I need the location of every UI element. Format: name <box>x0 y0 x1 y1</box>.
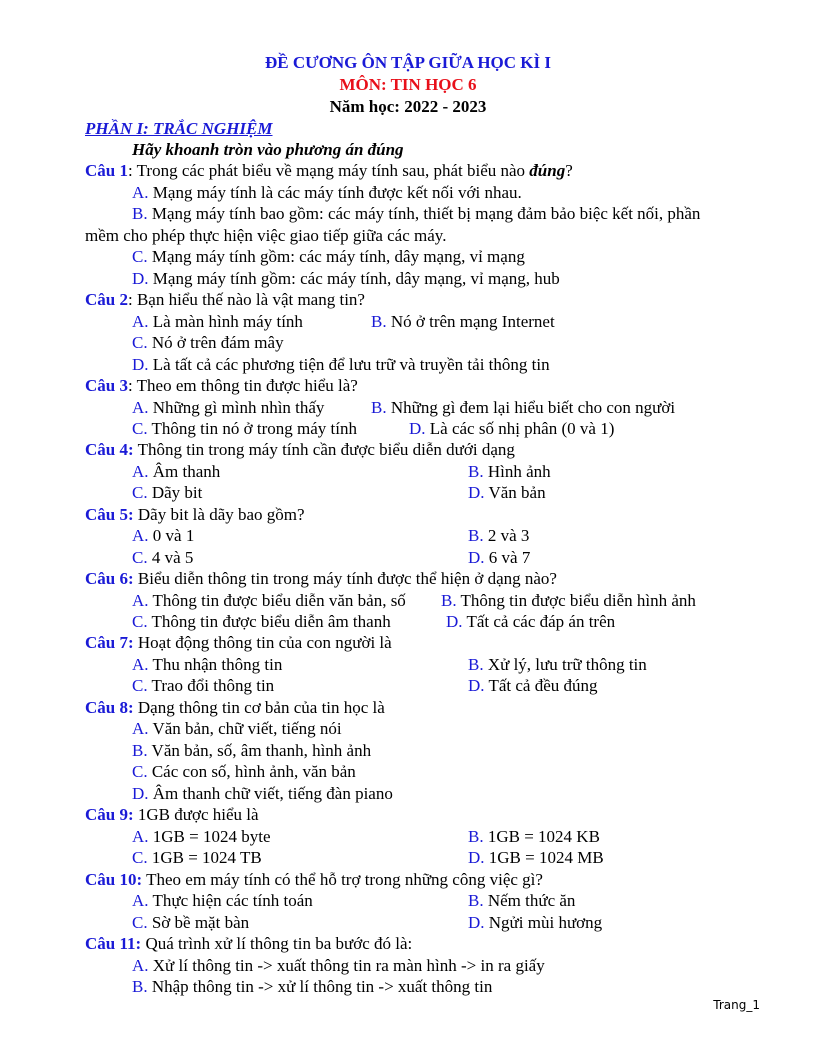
q6-option-d <box>446 611 615 632</box>
q9-option-a <box>132 826 271 847</box>
question-text: Thông tin trong máy tính cần được biểu diễn dưới dạng <box>133 440 515 459</box>
q7-option-b <box>468 654 647 675</box>
question-2 <box>85 289 365 310</box>
option-letter: A. <box>132 956 149 975</box>
q8-option-d <box>132 783 393 804</box>
option-letter: D. <box>132 784 149 803</box>
q4-option-d <box>468 482 546 503</box>
q10-option-b <box>468 890 575 911</box>
option-letter: C. <box>132 676 148 695</box>
option-text: 6 và 7 <box>488 548 531 567</box>
option-letter: C. <box>132 247 148 266</box>
option-letter: B. <box>132 741 148 760</box>
option-text: 1GB = 1024 MB <box>488 848 604 867</box>
option-text: Là tất cả các phương tiện để lưu trữ và truyền tải thông tin <box>152 355 550 374</box>
option-text: Thực hiện các tính toán <box>152 891 313 910</box>
option-text: Văn bản, số, âm thanh, hình ảnh <box>151 741 372 760</box>
option-letter: A. <box>132 891 149 910</box>
option-letter: D. <box>132 355 149 374</box>
option-text: Thông tin được biểu diễn âm thanh <box>151 612 391 631</box>
q2-option-a <box>132 311 303 332</box>
question-text: 1GB được hiểu là <box>133 805 259 824</box>
q10-option-c <box>132 912 249 933</box>
option-letter: B. <box>132 204 148 223</box>
q5-option-a <box>132 525 194 546</box>
question-5 <box>85 504 305 525</box>
option-letter: D. <box>409 419 426 438</box>
option-letter: C. <box>132 612 148 631</box>
q11-option-a <box>132 955 545 976</box>
q8-option-b <box>132 740 371 761</box>
q7-option-c <box>132 675 274 696</box>
option-letter: A. <box>132 398 149 417</box>
option-letter: A. <box>132 183 149 202</box>
question-text: Dạng thông tin cơ bản của tin học là <box>133 698 385 717</box>
q10-option-a <box>132 890 313 911</box>
option-letter: A. <box>132 591 149 610</box>
q4-option-a <box>132 461 220 482</box>
option-text: 0 và 1 <box>152 526 195 545</box>
question-label: Câu 2 <box>85 290 128 309</box>
q3-option-d <box>409 418 614 439</box>
option-text: Xử lí thông tin -> xuất thông tin ra màn hình -> in ra giấy <box>152 956 545 975</box>
option-text: Thông tin nó ở trong máy tính <box>151 419 357 438</box>
question-label: Câu 5: <box>85 505 134 524</box>
question-label: Câu 8: <box>85 698 134 717</box>
option-text: Âm thanh chữ viết, tiếng đàn piano <box>152 784 393 803</box>
option-text: Thu nhận thông tin <box>152 655 283 674</box>
question-label: Câu 4: <box>85 440 134 459</box>
q1-option-c <box>132 246 525 267</box>
option-text: Các con số, hình ảnh, văn bản <box>151 762 356 781</box>
q9-option-b <box>468 826 600 847</box>
option-letter: A. <box>132 462 149 481</box>
option-text: Nhập thông tin -> xử lí thông tin -> xuất thông tin <box>151 977 493 996</box>
option-letter: B. <box>371 398 387 417</box>
option-letter: B. <box>468 655 484 674</box>
option-letter: D. <box>468 676 485 695</box>
question-text: Theo em máy tính có thể hỗ trợ trong những công việc gì? <box>142 870 543 889</box>
option-text: 1GB = 1024 TB <box>151 848 262 867</box>
option-text: Tất cả đều đúng <box>488 676 598 695</box>
question-text: : Theo em thông tin được hiểu là? <box>127 376 358 395</box>
option-text: Những gì mình nhìn thấy <box>152 398 325 417</box>
question-9 <box>85 804 259 825</box>
question-text: Biểu diễn thông tin trong máy tính được thể hiện ở dạng nào? <box>133 569 557 588</box>
option-letter: C. <box>132 762 148 781</box>
option-letter: B. <box>468 891 484 910</box>
option-text: Âm thanh <box>152 462 221 481</box>
option-text: Dãy bit <box>151 483 203 502</box>
option-text: Thông tin được biểu diễn hình ảnh <box>460 591 696 610</box>
q1-option-b-continued: mềm cho phép thực hiện việc giao tiếp giữa các máy. <box>85 226 447 245</box>
question-label: Câu 6: <box>85 569 134 588</box>
option-letter: B. <box>468 462 484 481</box>
q6-option-c <box>132 611 391 632</box>
option-letter: B. <box>468 827 484 846</box>
question-label: Câu 7: <box>85 633 134 652</box>
q5-option-b <box>468 525 529 546</box>
section-instruction: Hãy khoanh tròn vào phương án đúng <box>132 140 404 159</box>
q3-option-b <box>371 397 675 418</box>
option-letter: D. <box>132 269 149 288</box>
option-text: Nếm thức ăn <box>487 891 576 910</box>
option-letter: C. <box>132 913 148 932</box>
question-emphasis: đúng <box>529 161 566 180</box>
subject-title: MÔN: TIN HỌC 6 <box>339 75 477 94</box>
option-letter: A. <box>132 526 149 545</box>
option-text: Là các số nhị phân (0 và 1) <box>429 419 615 438</box>
option-text: Mạng máy tính là các máy tính được kết nối với nhau. <box>152 183 522 202</box>
q11-option-b <box>132 976 492 997</box>
question-label: Câu 1 <box>85 161 128 180</box>
option-text: 1GB = 1024 KB <box>487 827 600 846</box>
q7-option-d <box>468 675 598 696</box>
question-7 <box>85 632 392 653</box>
q2-option-b <box>371 311 555 332</box>
option-text: Thông tin được biểu diễn văn bản, số <box>152 591 406 610</box>
q3-option-c <box>132 418 357 439</box>
page-number: Trang_1 <box>713 998 760 1012</box>
option-letter: B. <box>132 977 148 996</box>
option-letter: B. <box>441 591 457 610</box>
q5-option-d <box>468 547 530 568</box>
option-letter: C. <box>132 848 148 867</box>
option-letter: D. <box>468 483 485 502</box>
q9-option-d <box>468 847 604 868</box>
q6-option-a <box>132 590 406 611</box>
q5-option-c <box>132 547 193 568</box>
option-text: Văn bản <box>488 483 546 502</box>
option-letter: A. <box>132 312 149 331</box>
question-text: Dãy bit là dãy bao gồm? <box>133 505 305 524</box>
question-text-end: ? <box>565 161 573 180</box>
section-title: PHẦN I: TRẮC NGHIỆM <box>85 119 273 138</box>
option-text: Trao đổi thông tin <box>151 676 275 695</box>
question-label: Câu 10: <box>85 870 143 889</box>
document-title: ĐỀ CƯƠNG ÔN TẬP GIỮA HỌC KÌ I <box>264 53 552 72</box>
question-3 <box>85 375 358 396</box>
option-text: Hình ảnh <box>487 462 551 481</box>
option-letter: C. <box>132 548 148 567</box>
option-text: Sờ bề mặt bàn <box>151 913 250 932</box>
q7-option-a <box>132 654 282 675</box>
q2-option-c <box>132 332 284 353</box>
q2-option-d <box>132 354 550 375</box>
option-letter: A. <box>132 655 149 674</box>
q4-option-c <box>132 482 202 503</box>
option-text: Xử lý, lưu trữ thông tin <box>487 655 647 674</box>
option-text: Văn bản, chữ viết, tiếng nói <box>152 719 342 738</box>
option-letter: D. <box>468 913 485 932</box>
option-text: 2 và 3 <box>487 526 530 545</box>
option-letter: B. <box>468 526 484 545</box>
q8-option-c <box>132 761 356 782</box>
option-letter: B. <box>371 312 387 331</box>
q1-option-a <box>132 182 522 203</box>
option-text: 1GB = 1024 byte <box>152 827 271 846</box>
option-text: Nó ở trên đám mây <box>151 333 284 352</box>
option-letter: C. <box>132 483 148 502</box>
option-letter: D. <box>468 548 485 567</box>
q8-option-a <box>132 718 342 739</box>
question-label: Câu 3 <box>85 376 128 395</box>
school-year: Năm học: 2022 - 2023 <box>329 97 487 116</box>
q1-option-b <box>132 203 700 224</box>
question-label: Câu 11: <box>85 934 142 953</box>
q6-option-b <box>441 590 696 611</box>
option-letter: A. <box>132 719 149 738</box>
question-10 <box>85 869 543 890</box>
option-letter: D. <box>468 848 485 867</box>
question-text: : Bạn hiểu thế nào là vật mang tin? <box>127 290 365 309</box>
option-text: Mạng máy tính gồm: các máy tính, dây mạng, vỉ mạng <box>151 247 525 266</box>
option-text: Là màn hình máy tính <box>152 312 303 331</box>
option-text: Những gì đem lại hiểu biết cho con người <box>390 398 676 417</box>
question-4 <box>85 439 515 460</box>
option-letter: C. <box>132 419 148 438</box>
option-text: Nó ở trên mạng Internet <box>390 312 555 331</box>
question-text: : Trong các phát biểu về mạng máy tính sau, phát biểu nào <box>127 161 530 180</box>
question-text: Quá trình xử lí thông tin ba bước đó là: <box>141 934 413 953</box>
q3-option-a <box>132 397 324 418</box>
question-11 <box>85 933 412 954</box>
question-text: Hoạt động thông tin của con người là <box>133 633 392 652</box>
option-text: Ngửi mùi hương <box>488 913 603 932</box>
question-label: Câu 9: <box>85 805 134 824</box>
option-letter: A. <box>132 827 149 846</box>
option-text: 4 và 5 <box>151 548 194 567</box>
q9-option-c <box>132 847 262 868</box>
question-8 <box>85 697 385 718</box>
option-text: Mạng máy tính bao gồm: các máy tính, thiết bị mạng đảm bảo biệc kết nối, phần <box>151 204 701 223</box>
option-letter: D. <box>446 612 463 631</box>
option-text: Mạng máy tính gồm: các máy tính, dây mạng, vỉ mạng, hub <box>152 269 560 288</box>
q4-option-b <box>468 461 551 482</box>
question-1 <box>85 160 573 181</box>
q10-option-d <box>468 912 602 933</box>
q1-option-d <box>132 268 560 289</box>
option-letter: C. <box>132 333 148 352</box>
question-6 <box>85 568 557 589</box>
option-text: Tất cả các đáp án trên <box>466 612 616 631</box>
